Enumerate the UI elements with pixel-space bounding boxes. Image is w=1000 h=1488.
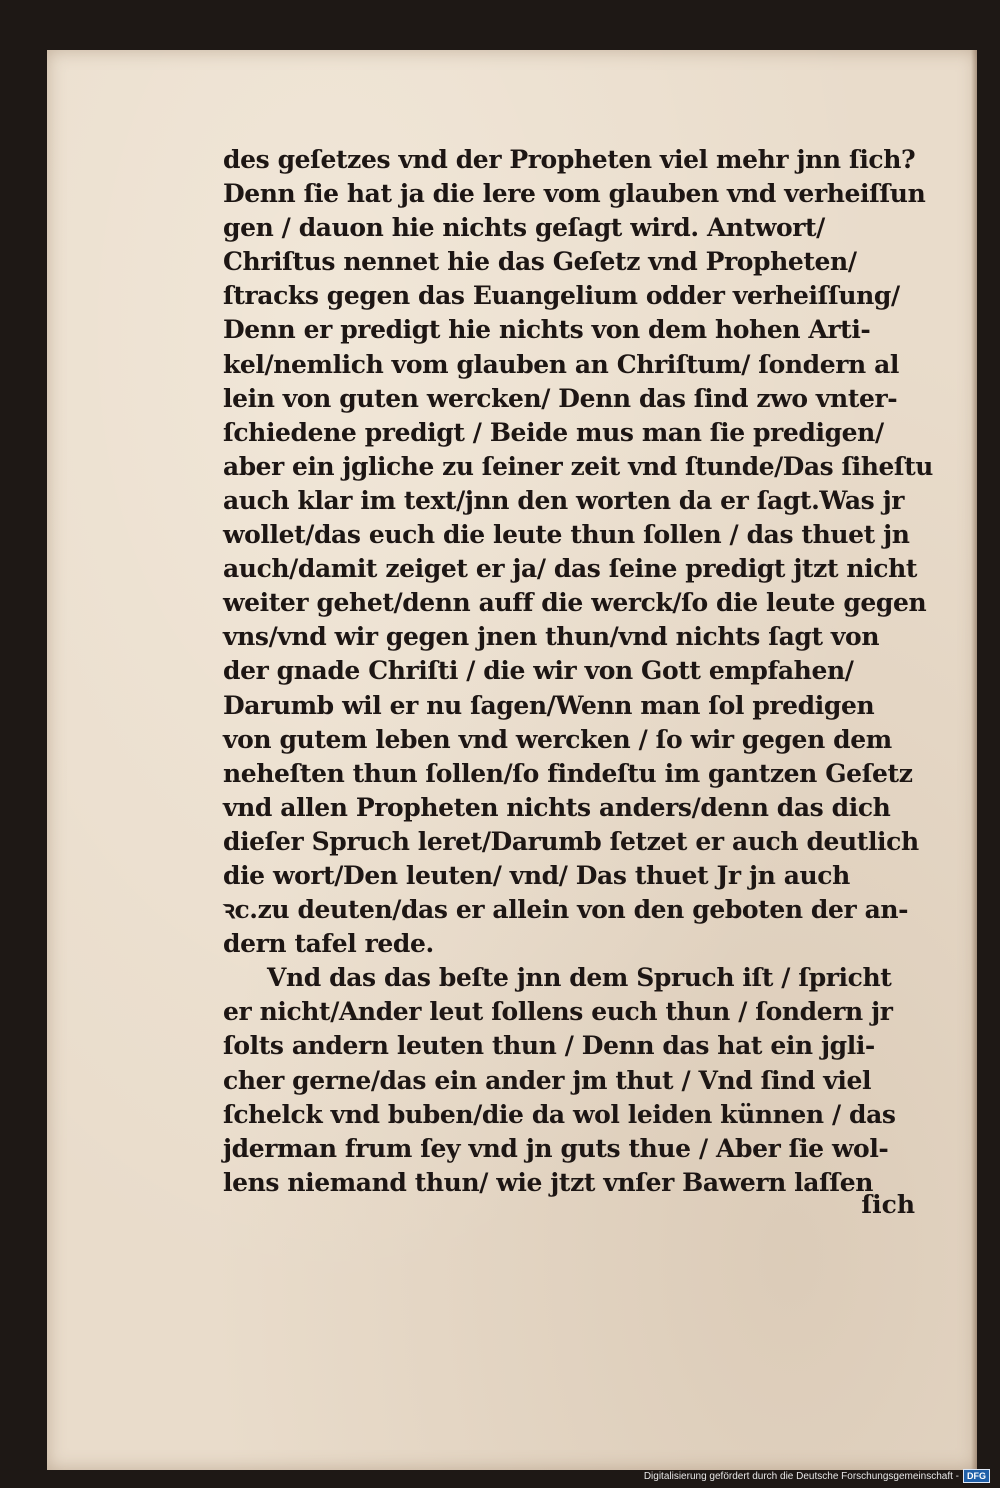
text-line: Denn er predigt hie nichts von dem hohen Arti-: [223, 315, 871, 345]
text-line: Vnd das das beſte jnn dem Spruch iſt / ſpricht: [267, 963, 892, 993]
text-line: Chriſtus nennet hie das Geſetz vnd Propheten/: [223, 247, 857, 277]
page-text-block: [223, 143, 933, 1200]
text-line: lein von guten wercken/ Denn das ſind zwo vnter-: [223, 383, 898, 413]
text-line: auch/damit zeiget er ja/ das ſeine predigt jtzt nicht: [223, 554, 918, 584]
text-line: jderman frum ſey vnd jn guts thue / Aber ſie wol-: [223, 1133, 889, 1163]
book-page: [47, 50, 977, 1470]
text-line: dieſer Spruch leret/Darumb ſetzet er auch deutlich: [223, 826, 919, 856]
text-line: ꝛc.zu deuten/das er allein von den geboten der an-: [223, 895, 909, 925]
text-line: er nicht/Ander leut ſollens euch thun / ſondern jr: [223, 997, 893, 1027]
text-line: gen / dauon hie nichts geſagt wird. Antwort/: [223, 213, 825, 243]
text-line: wollet/das euch die leute thun ſollen / das thuet jn: [223, 520, 910, 550]
text-line: cher gerne/das ein ander jm thut / Vnd ſind viel: [223, 1065, 872, 1095]
text-line: Darumb wil er nu ſagen/Wenn man ſol predigen: [223, 690, 875, 720]
dfg-logo-icon: DFG: [963, 1469, 990, 1483]
text-line: neheſten thun ſollen/ſo findeſtu im gantzen Geſetz: [223, 758, 913, 788]
text-line: Denn ſie hat ja die lere vom glauben vnd verheiſſun: [223, 179, 926, 209]
text-line: ſolts andern leuten thun / Denn das hat ein jgli-: [223, 1031, 875, 1061]
text-line: dern tafel rede.: [223, 929, 434, 959]
text-line: vns/vnd wir gegen jnen thun/vnd nichts ſagt von: [223, 622, 880, 652]
footer-credit-text: Digitalisierung gefördert durch die Deutsche Forschungsgemeinschaft -: [643, 1470, 959, 1482]
text-line: die wort/Den leuten/ vnd/ Das thuet Jr jn auch: [223, 860, 850, 890]
text-line: ſtracks gegen das Euangelium odder verheiſſung/: [223, 281, 900, 311]
text-line: ſchiedene predigt / Beide mus man ſie predigen/: [223, 417, 884, 447]
text-line: vnd allen Propheten nichts anders/denn das dich: [223, 792, 891, 822]
text-line: der gnade Chriſti / die wir von Gott empfahen/: [223, 656, 854, 686]
text-line: von gutem leben vnd wercken / ſo wir gegen dem: [223, 724, 892, 754]
text-line: des geſetzes vnd der Propheten viel mehr jnn ſich?: [223, 145, 916, 174]
text-line: ſchelck vnd buben/die da wol leiden künnen / das: [223, 1099, 896, 1129]
digitization-footer: [644, 1469, 990, 1483]
text-line: kel/nemlich vom glauben an Chriſtum/ ſondern al: [223, 349, 899, 379]
text-line: weiter gehet/denn auff die werck/ſo die leute gegen: [223, 588, 927, 618]
text-line: lens niemand thun/ wie jtzt vnſer Bawern laſſen: [223, 1167, 874, 1197]
page-edge-shadow: [971, 50, 977, 1470]
text-line: auch klar im text/jnn den worten da er ſagt.Was jr: [223, 485, 905, 515]
catchword: ſich: [861, 1190, 915, 1219]
text-line: aber ein jgliche zu ſeiner zeit vnd ſtunde/Das ſiheſtu: [223, 451, 933, 481]
